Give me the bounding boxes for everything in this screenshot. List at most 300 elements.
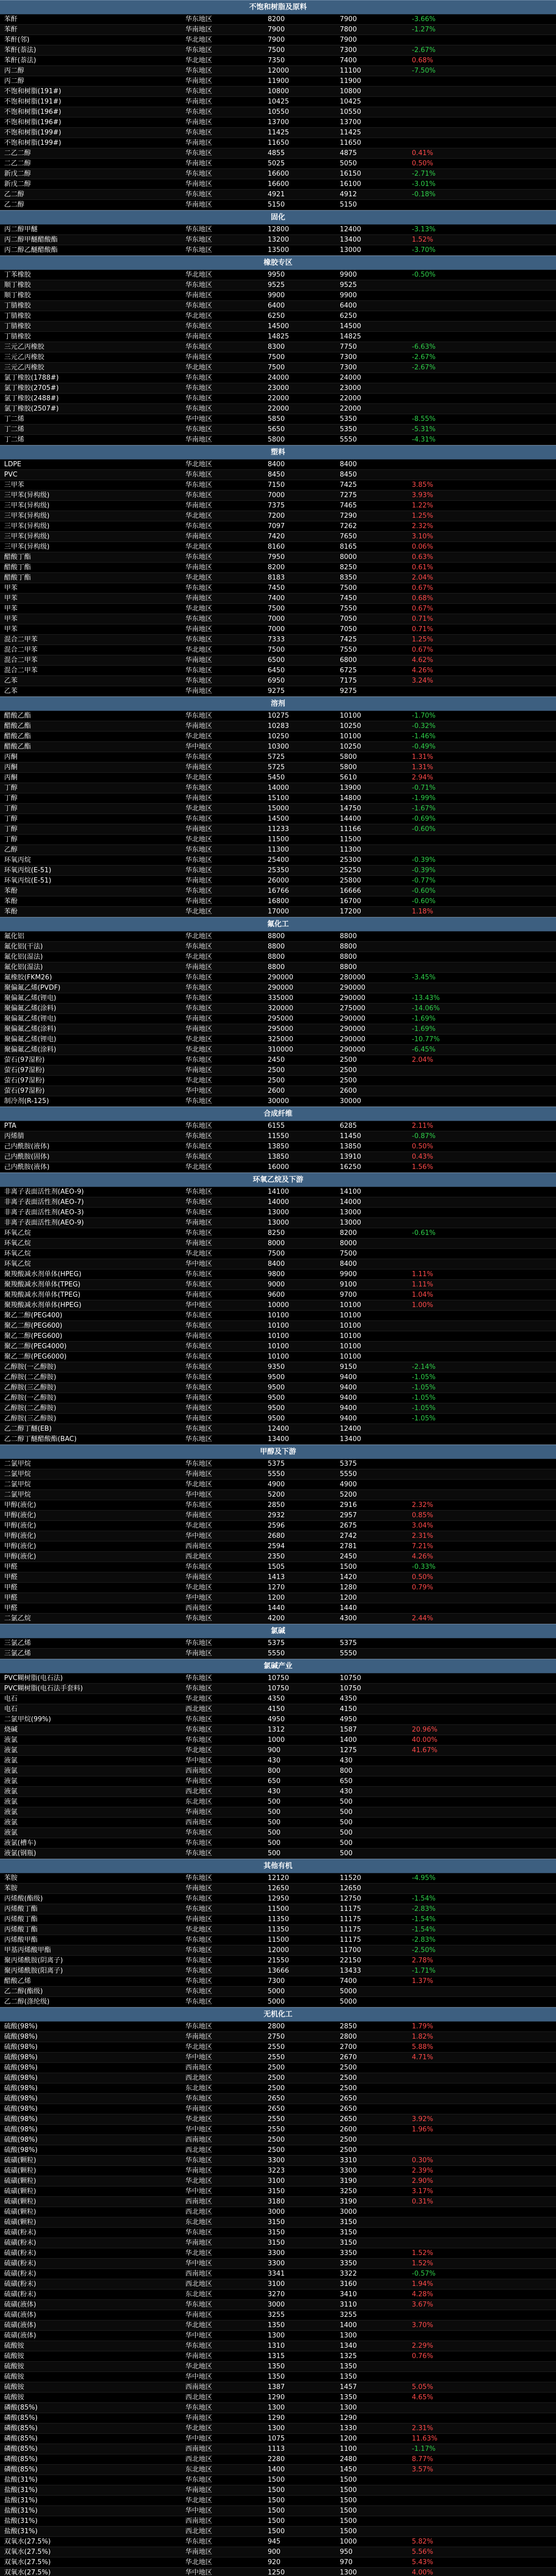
cell-p1: 13850: [268, 1143, 289, 1150]
cell-area: 华中地区: [185, 2126, 213, 2133]
cell-chg: [412, 1187, 474, 1197]
cell-area: 华东地区: [185, 149, 213, 157]
cell-p1: 9500: [268, 1394, 285, 1402]
cell-name: 硫酸(98%): [4, 2084, 38, 2092]
cell-area: 华北地区: [185, 1747, 213, 1754]
table-row: [0, 291, 556, 301]
cell-p2: 500: [340, 1839, 353, 1847]
cell-p1: 8200: [268, 15, 285, 23]
table-row: [0, 614, 556, 624]
cell-chg: [412, 1480, 474, 1489]
cell-p2: 1325: [340, 2352, 357, 2360]
cell-name: 硫酸铵: [4, 2394, 25, 2401]
cell-chg: -1.54%: [412, 1916, 436, 1923]
cell-name: 甲醛: [4, 1604, 18, 1612]
cell-p2: 5800: [340, 753, 357, 761]
cell-name: 醋酸乙酯: [4, 733, 31, 740]
cell-p2: 7650: [340, 533, 357, 540]
cell-p1: 10300: [268, 743, 289, 751]
table-row: [0, 1259, 556, 1269]
cell-name: 三甲苯(异构级): [4, 502, 50, 510]
cell-chg: [412, 404, 474, 414]
cell-p1: 1400: [268, 2466, 285, 2473]
cell-area: 华东地区: [185, 1122, 213, 1130]
cell-p2: 1500: [340, 2517, 357, 2525]
section-title: 氯碱: [0, 1624, 556, 1638]
cell-p2: 2500: [340, 2084, 357, 2092]
cell-chg: [412, 128, 474, 138]
cell-chg: 1.25%: [412, 512, 433, 520]
cell-chg: -1.54%: [412, 1895, 436, 1903]
cell-name: 盐酸(31%): [4, 2507, 38, 2515]
cell-p1: 7000: [268, 492, 285, 499]
cell-chg: [412, 1311, 474, 1320]
cell-p1: 5375: [268, 1639, 285, 1647]
table-row: [0, 1614, 556, 1624]
cell-p2: 4875: [340, 149, 357, 157]
table-row: [0, 435, 556, 445]
section-rows: [0, 270, 556, 445]
cell-name: 醋酸乙酯: [4, 743, 31, 751]
cell-chg: [412, 470, 474, 480]
table-row: [0, 783, 556, 793]
cell-name: 己内酰胺(液体): [4, 1163, 50, 1171]
table-row: [0, 1552, 556, 1562]
cell-area: 华东地区: [185, 2023, 213, 2030]
table-row: [0, 2176, 556, 2187]
cell-chg: 1.11%: [412, 1270, 433, 1278]
cell-name: 硫磺(粉末): [4, 2291, 37, 2298]
cell-p1: 11300: [268, 846, 289, 854]
cell-p2: 1500: [340, 2497, 357, 2504]
cell-chg: [412, 1469, 474, 1479]
cell-chg: [412, 291, 474, 300]
cell-area: 华东地区: [185, 1716, 213, 1723]
cell-chg: -0.32%: [412, 722, 436, 730]
table-row: [0, 332, 556, 342]
cell-p1: 1387: [268, 2383, 285, 2391]
cell-area: 华南地区: [185, 1394, 213, 1402]
cell-p1: 25400: [268, 856, 289, 864]
cell-area: 西南地区: [185, 1604, 213, 1612]
cell-name: 乙二醇(涤纶级): [4, 1998, 50, 2006]
cell-area: 华东地区: [185, 2301, 213, 2309]
cell-name: 萤石(97湿粉): [4, 1066, 45, 1074]
cell-p1: 7500: [268, 364, 285, 371]
table-row: [0, 1300, 556, 1311]
cell-p2: 6285: [340, 1122, 357, 1130]
table-row: [0, 87, 556, 97]
cell-name: 硫磺(颗粒): [4, 2218, 37, 2226]
cell-chg: [412, 1704, 474, 1714]
cell-p2: 7290: [340, 512, 357, 520]
cell-area: 华东地区: [185, 553, 213, 561]
cell-p1: 7000: [268, 625, 285, 633]
cell-name: 顺丁橡胶: [4, 281, 31, 289]
cell-name: 硫磺(颗粒): [4, 2188, 37, 2195]
cell-area: 华北地区: [185, 2321, 213, 2329]
cell-name: 甲醇(液化): [4, 1512, 37, 1519]
cell-chg: 1.52%: [412, 2249, 433, 2257]
cell-chg: -1.05%: [412, 1415, 436, 1422]
cell-p2: 290000: [340, 1025, 366, 1033]
cell-area: 华东地区: [185, 246, 213, 254]
section-title: 甲醇及下游: [0, 1445, 556, 1459]
cell-p1: 6155: [268, 1122, 285, 1130]
cell-name: 聚偏氟乙烯(锂电): [4, 1036, 57, 1043]
cell-name: 氯丁橡胶(2507#): [4, 405, 59, 413]
cell-name: 不饱和树脂(191#): [4, 88, 61, 95]
table-row: [0, 1838, 556, 1849]
cell-p2: 13700: [340, 118, 361, 126]
cell-p2: 25300: [340, 856, 361, 864]
cell-p1: 325000: [268, 1036, 293, 1043]
table-row: [0, 2125, 556, 2135]
cell-p2: 290000: [340, 984, 366, 992]
section-title: 溶剂: [0, 697, 556, 711]
table-row: [0, 1362, 556, 1372]
cell-p1: 6500: [268, 656, 285, 664]
cell-p2: 1500: [340, 2528, 357, 2535]
cell-area: 华东地区: [185, 405, 213, 413]
cell-p1: 8800: [268, 943, 285, 951]
cell-p1: 21550: [268, 1957, 289, 1964]
cell-p2: 14100: [340, 1188, 361, 1196]
cell-p1: 10000: [268, 1301, 289, 1309]
cell-chg: 2.32%: [412, 522, 433, 530]
cell-area: 华南地区: [185, 1332, 213, 1340]
table-row: [0, 1162, 556, 1173]
cell-p2: 7550: [340, 646, 357, 654]
cell-name: 硫酸(98%): [4, 2115, 38, 2123]
cell-p2: 9400: [340, 1384, 357, 1392]
table-row: [0, 1976, 556, 1987]
cell-name: LDPE: [4, 461, 22, 468]
cell-area: 华南地区: [185, 180, 213, 188]
table-row: [0, 552, 556, 563]
cell-chg: 1.22%: [412, 502, 433, 510]
cell-area: 华东地区: [185, 2342, 213, 2350]
cell-p2: 5350: [340, 415, 357, 423]
cell-area: 华东地区: [185, 994, 213, 1002]
cell-p1: 22000: [268, 405, 289, 413]
cell-name: 丙酮: [4, 774, 18, 782]
cell-name: 聚乙二醇(PEG4000): [4, 1343, 67, 1350]
cell-area: 华南地区: [185, 1650, 213, 1657]
cell-area: 华南地区: [185, 98, 213, 106]
cell-p1: 800: [268, 1767, 281, 1775]
section-rows: [0, 1873, 556, 2007]
cell-area: 华南地区: [185, 2486, 213, 2494]
cell-p1: 9600: [268, 1291, 285, 1299]
cell-chg: 0.30%: [412, 2157, 433, 2164]
cell-name: 甲醇(液化): [4, 1532, 37, 1540]
cell-name: PVC糊树脂(电石法): [4, 1674, 63, 1682]
table-row: [0, 1331, 556, 1342]
cell-p1: 500: [268, 1829, 281, 1837]
cell-p2: 8165: [340, 543, 357, 551]
cell-name: 不饱和树脂(196#): [4, 108, 61, 116]
cell-area: 华南地区: [185, 353, 213, 361]
cell-chg: 4.62%: [412, 656, 433, 664]
cell-area: 华东地区: [185, 974, 213, 981]
cell-p2: 7425: [340, 481, 357, 489]
table-row: [0, 845, 556, 855]
cell-p2: 6400: [340, 302, 357, 310]
cell-p1: 12000: [268, 1946, 289, 1954]
cell-p2: 11175: [340, 1936, 361, 1944]
cell-p2: 1500: [340, 2486, 357, 2494]
cell-p2: 13000: [340, 1209, 361, 1216]
cell-chg: 1.31%: [412, 753, 433, 761]
cell-chg: 2.90%: [412, 2177, 433, 2185]
cell-name: 丁醇: [4, 805, 18, 812]
cell-p2: 9900: [340, 1270, 357, 1278]
cell-chg: -6.45%: [412, 1046, 436, 1054]
cell-chg: 0.67%: [412, 646, 433, 654]
table-row: [0, 2537, 556, 2547]
cell-chg: 5.05%: [412, 2383, 433, 2391]
cell-area: 华东地区: [185, 636, 213, 643]
table-row: [0, 394, 556, 404]
cell-p1: 25350: [268, 867, 289, 874]
cell-chg: -1.05%: [412, 1404, 436, 1412]
table-row: [0, 952, 556, 962]
cell-area: 华东地区: [185, 1998, 213, 2006]
table-row: [0, 563, 556, 573]
section-rows: [0, 2022, 556, 2576]
table-row: [0, 2187, 556, 2197]
cell-p1: 295000: [268, 1015, 293, 1023]
cell-chg: 3.57%: [412, 2466, 433, 2473]
cell-area: 华南地区: [185, 1470, 213, 1478]
cell-p1: 16600: [268, 180, 289, 188]
cell-p2: 2500: [340, 1056, 357, 1064]
cell-chg: 2.04%: [412, 1056, 433, 1064]
cell-p2: 11900: [340, 77, 361, 85]
table-row: [0, 1925, 556, 1935]
cell-area: 华中地区: [185, 1757, 213, 1765]
cell-name: 丁腈橡胶: [4, 302, 31, 310]
cell-p1: 10750: [268, 1674, 289, 1682]
cell-name: 苯酚: [4, 908, 18, 916]
cell-p2: 9900: [340, 271, 357, 279]
table-row: [0, 1414, 556, 1424]
cell-chg: -2.67%: [412, 46, 436, 54]
table-row: [0, 2197, 556, 2207]
cell-area: 华南地区: [185, 2414, 213, 2422]
cell-p2: 9900: [340, 292, 357, 299]
cell-name: 双氧水(27.5%): [4, 2569, 51, 2576]
cell-name: 乙二醇丁醚醋酸酯(BAC): [4, 1435, 77, 1443]
cell-name: PTA: [4, 1122, 16, 1130]
cell-p1: 3270: [268, 2291, 285, 2298]
cell-name: 硫磺(粉末): [4, 2270, 37, 2278]
cell-p2: 5000: [340, 1998, 357, 2006]
cell-name: 硫磺(液体): [4, 2332, 37, 2340]
cell-p2: 2650: [340, 2105, 357, 2113]
cell-chg: -1.71%: [412, 1967, 436, 1975]
cell-area: 华东地区: [185, 2538, 213, 2546]
table-row: [0, 793, 556, 804]
cell-name: 聚偏氟乙烯(锂电): [4, 1015, 57, 1023]
cell-p2: 7262: [340, 522, 357, 530]
cell-p2: 2480: [340, 2455, 357, 2463]
cell-area: 华东地区: [185, 1850, 213, 1857]
cell-chg: [412, 1715, 474, 1724]
cell-area: 华南地区: [185, 26, 213, 33]
cell-name: 甲基丙烯酸甲酯: [4, 1946, 51, 1954]
cell-p2: 5550: [340, 1470, 357, 1478]
cell-p1: 2550: [268, 2043, 285, 2051]
table-row: [0, 35, 556, 45]
cell-area: 西南地区: [185, 2136, 213, 2144]
cell-p1: 10275: [268, 712, 289, 720]
cell-chg: [412, 1807, 474, 1817]
cell-chg: -5.31%: [412, 426, 436, 433]
cell-area: 华南地区: [185, 2033, 213, 2041]
cell-p1: 13700: [268, 118, 289, 126]
cell-p1: 22000: [268, 395, 289, 402]
table-row: [0, 2568, 556, 2576]
cell-p1: 7450: [268, 584, 285, 592]
cell-p1: 11500: [268, 1936, 289, 1944]
cell-area: 华南地区: [185, 77, 213, 85]
cell-area: 华东地区: [185, 2095, 213, 2103]
table-row: [0, 107, 556, 117]
cell-area: 西南地区: [185, 1767, 213, 1775]
cell-p1: 430: [268, 1757, 281, 1765]
cell-name: 苯胺: [4, 1885, 18, 1892]
section-rows: [0, 460, 556, 697]
cell-p2: 3350: [340, 2260, 357, 2267]
table-row: [0, 1311, 556, 1321]
table-row: [0, 1603, 556, 1614]
table-row: [0, 645, 556, 655]
cell-p2: 4350: [340, 1695, 357, 1703]
cell-p2: 11175: [340, 1905, 361, 1913]
cell-p1: 9000: [268, 1281, 285, 1289]
table-row: [0, 2547, 556, 2557]
cell-name: 聚偏氟乙烯(涂料): [4, 1025, 57, 1033]
cell-chg: -2.50%: [412, 1946, 436, 1954]
cell-p2: 500: [340, 1819, 353, 1826]
cell-area: 华东地区: [185, 784, 213, 792]
cell-p1: 8300: [268, 343, 285, 351]
cell-p1: 13666: [268, 1967, 289, 1975]
cell-chg: [412, 87, 474, 96]
cell-chg: -0.39%: [412, 867, 436, 874]
cell-p1: 2800: [268, 2023, 285, 2030]
table-row: [0, 1583, 556, 1593]
cell-chg: 11.63%: [412, 2435, 438, 2443]
table-row: [0, 983, 556, 993]
table-row: [0, 1228, 556, 1239]
section-rows: [0, 14, 556, 210]
cell-p2: 11300: [340, 846, 361, 854]
cell-area: 华东地区: [185, 1435, 213, 1443]
cell-chg: -0.69%: [412, 815, 436, 823]
cell-name: 硫磺(液体): [4, 2301, 37, 2309]
cell-p2: 1300: [340, 2569, 357, 2576]
table-row: [0, 1684, 556, 1694]
table-row: [0, 2351, 556, 2362]
cell-p2: 970: [340, 2558, 353, 2566]
cell-p1: 9500: [268, 1384, 285, 1392]
cell-area: 华东地区: [185, 1322, 213, 1330]
table-row: [0, 138, 556, 148]
table-row: [0, 1541, 556, 1552]
cell-p1: 1310: [268, 2342, 285, 2350]
section-title: 橡胶专区: [0, 256, 556, 270]
cell-name: 乙二醇: [4, 191, 25, 198]
cell-name: 三氯乙烯: [4, 1650, 31, 1657]
cell-area: 华东地区: [185, 1425, 213, 1433]
table-row: [0, 2290, 556, 2300]
cell-p2: 9400: [340, 1404, 357, 1412]
cell-p2: 3150: [340, 2229, 357, 2236]
table-row: [0, 2259, 556, 2269]
table-row: [0, 45, 556, 56]
cell-chg: -4.95%: [412, 1874, 436, 1882]
cell-area: 华中地区: [185, 2332, 213, 2340]
price-section: [0, 2007, 556, 2576]
table-row: [0, 1490, 556, 1500]
cell-p1: 1500: [268, 2497, 285, 2504]
cell-p2: 14750: [340, 805, 361, 812]
cell-name: 己内酰胺(液体): [4, 1143, 50, 1150]
table-row: [0, 2248, 556, 2259]
table-row: [0, 2042, 556, 2053]
cell-area: 华中地区: [185, 2435, 213, 2443]
table-row: [0, 373, 556, 383]
cell-p2: 13850: [340, 1143, 361, 1150]
cell-p2: 5150: [340, 201, 357, 209]
cell-p1: 12650: [268, 1885, 289, 1892]
cell-p2: 430: [340, 1788, 353, 1795]
cell-name: 甲苯: [4, 595, 18, 602]
cell-p2: 500: [340, 1808, 353, 1816]
cell-chg: 1.96%: [412, 2126, 433, 2133]
cell-area: 东北地区: [185, 2218, 213, 2226]
table-row: [0, 2372, 556, 2382]
cell-p2: 2800: [340, 2033, 357, 2041]
cell-p2: 1300: [340, 2404, 357, 2412]
cell-chg: 1.11%: [412, 1281, 433, 1289]
table-row: [0, 383, 556, 394]
table-row: [0, 1884, 556, 1894]
cell-chg: [412, 280, 474, 290]
table-row: [0, 2527, 556, 2537]
cell-area: 华南地区: [185, 656, 213, 664]
cell-chg: -1.17%: [412, 2445, 436, 2453]
cell-p1: 500: [268, 1839, 281, 1847]
cell-area: 华东地区: [185, 1229, 213, 1237]
cell-area: 华北地区: [185, 1695, 213, 1703]
cell-name: 三甲苯: [4, 481, 25, 489]
cell-p2: 3150: [340, 2218, 357, 2226]
cell-p1: 7333: [268, 636, 285, 643]
cell-name: 硫磺(粉末): [4, 2229, 37, 2236]
section-title: 合成纤维: [0, 1107, 556, 1121]
cell-p2: 10550: [340, 108, 361, 116]
cell-area: 华南地区: [185, 2548, 213, 2556]
cell-p2: 4300: [340, 1615, 357, 1622]
cell-chg: 0.76%: [412, 2352, 433, 2360]
cell-name: 硫酸(98%): [4, 2054, 38, 2061]
cell-p2: 500: [340, 1829, 353, 1837]
cell-chg: 3.17%: [412, 2188, 433, 2195]
